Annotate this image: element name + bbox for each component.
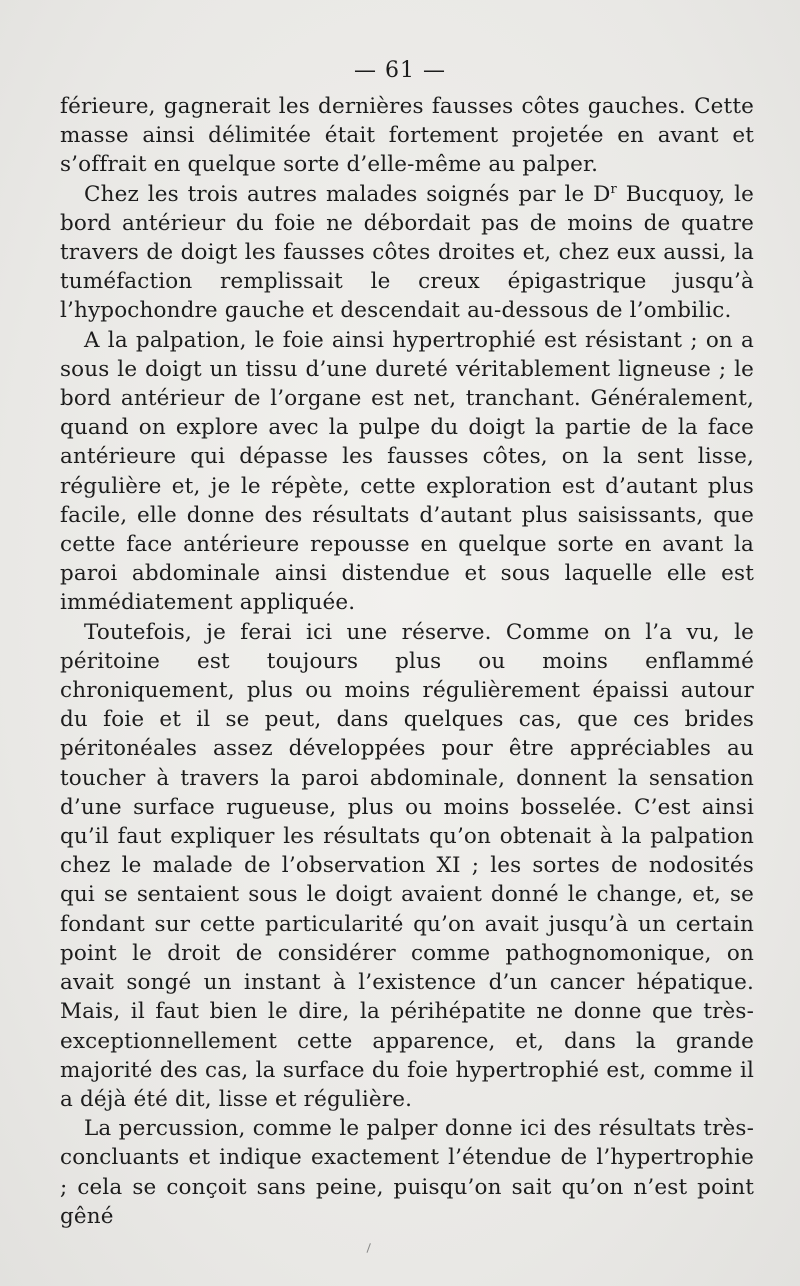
body-text — [60, 92, 754, 1231]
paragraph: La percussion, comme le palper donne ici des résultats très-concluants et indique exactement l’étendue de l’hypertrophie ; cela se conçoit sans peine, puisqu’on sait qu’on n’est point gêné — [60, 1116, 754, 1229]
paragraph: férieure, gagnerait les dernières fausses côtes gauches. Cette masse ainsi délimitée était fortement projetée en avant et s’offrait en quelque sorte d’elle-même au palper. — [60, 94, 754, 178]
page-number: — 61 — — [354, 58, 446, 83]
ink-mark — [367, 1243, 377, 1255]
paragraph: A la palpation, le foie ainsi hypertrophié est résistant ; on a sous le doigt un tissu d’une dureté véritablement ligneuse ; le bord antérieur de l’organe est net, tranchant. Généralement, quand on explore avec la pulpe du doigt la partie de la face antérieure qui dépasse les fausses côtes, on la sent lisse, régulière et, je le répète, cette exploration est d’autant plus facile, elle donne des résultats d’autant plus saisissants, que cette face antérieure repousse en quelque sorte en avant la paroi abdominale ainsi distendue et sous laquelle elle est immédiatement appliquée. — [60, 327, 754, 616]
paragraph: Toutefois, je ferai ici une réserve. Comme on l’a vu, le péritoine est toujours plus ou moins enflammé chroniquement, plus ou moins régulièrement épaissi autour du foie et il se peut, dans quelques cas, que ces brides péritonéales assez développées pour être appréciables au toucher à travers la paroi abdominale, donnent la sensation d’une surface rugueuse, plus ou moins bosselée. C’est ainsi qu’il faut expliquer les résultats qu’on obtenait à la palpation chez le malade de l’observation XI ; les sortes de nodosités qui se sentaient sous le doigt avaient donné le change, et, se fondant sur cette particularité qu’on avait jusqu’à un certain point le droit de considérer comme pathognomonique, on avait songé un instant à l’existence d’un cancer hépatique. Mais, il faut bien le dire, la périhépatite ne donne que très-exceptionnellement cette apparence, et, dans la grande majorité des cas, la surface du foie hypertrophié est, comme il a déjà été dit, lisse et régulière. — [60, 619, 754, 1112]
paragraph-text: Bucquoy, le bord antérieur du foie ne débordait pas de moins de quatre travers de doigt les fausses côtes droites et, chez eux aussi, la tuméfaction remplissait le creux épigastrique jusqu’à l’hypochondre gauche et descendait au-dessous de l’ombilic. — [60, 181, 754, 324]
paragraph — [60, 180, 754, 326]
paragraph-text: Chez les trois autres malades soignés par le D — [84, 181, 611, 207]
superscript: r — [610, 181, 617, 197]
